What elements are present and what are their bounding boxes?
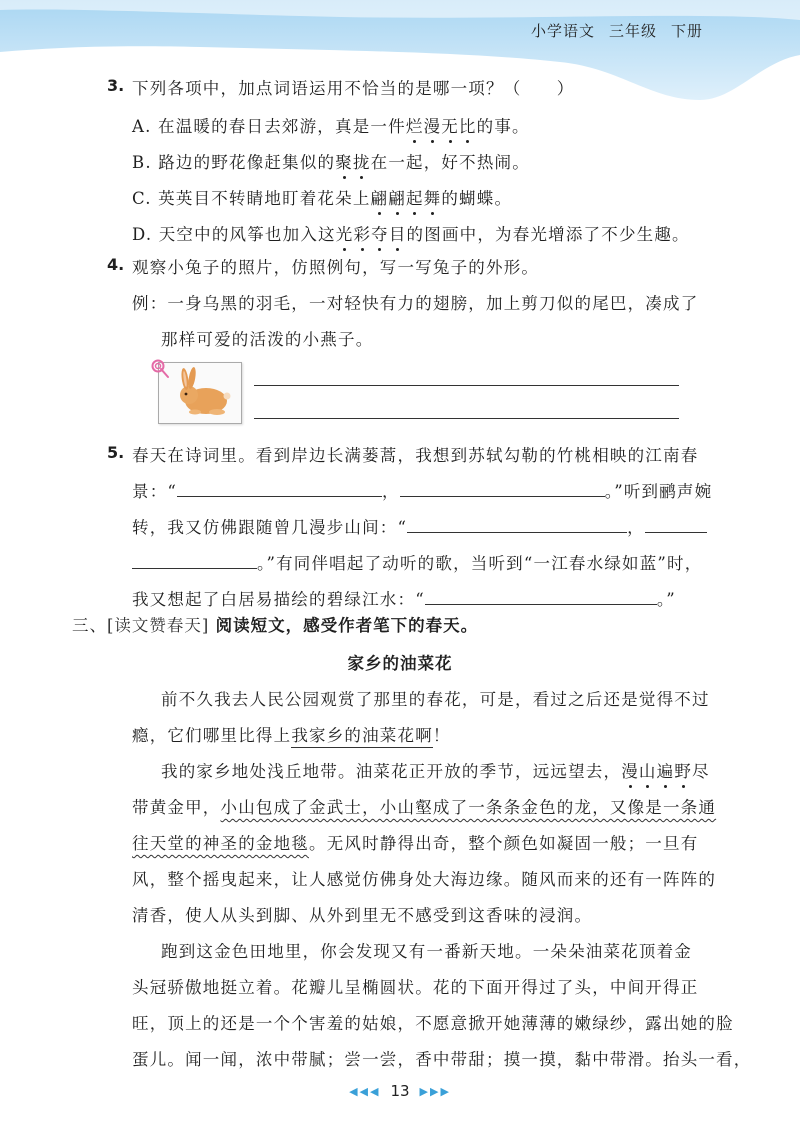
q4-stem: 观察小兔子的照片，仿照例句，写一写兔子的外形。 (132, 258, 540, 277)
dotted-char: 野 (674, 758, 692, 782)
dotted-char: 聚 (335, 149, 353, 173)
fill-blank-1[interactable] (177, 480, 382, 497)
q5-number: 5. (107, 443, 125, 462)
page-footer (0, 1082, 800, 1100)
dotted-char: 起 (406, 185, 424, 209)
story-p3-line-1: 跑到这金色田地里，你会发现又有一番新天地。一朵朵油菜花顶着金 (161, 942, 692, 961)
story-p1-line-2: 瘾，它们哪里比得上我家乡的油菜花啊！ (132, 722, 451, 746)
dotted-char: 拢 (353, 149, 371, 173)
underlined-phrase: 我家乡的油菜花啊 (291, 726, 433, 748)
section-number: 三、 (72, 616, 107, 635)
q5-line-2: 景：“ ， 。”听到鹂声婉 (132, 482, 713, 501)
q5-line-3: 转，我又仿佛跟随曾几漫步山间：“ ， (132, 514, 707, 538)
q5-line-1: 春天在诗词里。看到岸边长满蒌蒿，我想到苏轼勾勒的竹桃相映的江南春 (132, 446, 699, 465)
paperclip-icon (147, 356, 171, 380)
answer-line-2[interactable] (254, 418, 679, 419)
story-title: 家乡的油菜花 (347, 654, 453, 673)
dotted-char: 无 (441, 113, 459, 137)
fill-blank-4[interactable] (645, 516, 707, 533)
dotted-char: 舞 (424, 185, 442, 209)
story-p3-line-2: 头冠骄傲地挺立着。花瓣儿呈椭圆状。花的下面开得过了头，中间开得正 (132, 978, 699, 997)
header-grade: 三年级 (608, 22, 657, 40)
rabbit-icon (159, 363, 241, 423)
fill-blank-3[interactable] (407, 516, 627, 533)
story-p2-line-5: 清香，使人从头到脚、从外到里无不感受到这香味的浸润。 (132, 906, 593, 925)
story-p1-line-1: 前不久我去人民公园观赏了那里的春花，可是，看过之后还是觉得不过 (161, 690, 710, 709)
q3-option-d: D. 天空中的风筝也加入这光彩夺目的图画中，为春光增添了不少生趣。 (132, 221, 690, 245)
next-arrows-icon: ▶▶▶ (419, 1085, 451, 1098)
q3-option-a: A. 在温暖的春日去郊游，真是一件烂漫无比的事。 (132, 113, 530, 137)
dotted-char: 光 (336, 221, 354, 245)
wavy-underlined-text: 小山包成了金武士，小山壑成了一条条金色的龙，又像是一条通 (220, 798, 717, 817)
header-volume: 下册 (670, 22, 703, 40)
dotted-char: 比 (459, 113, 477, 137)
dotted-char: 夺 (371, 221, 389, 245)
header-info (531, 20, 703, 41)
page-number: 13 (390, 1082, 410, 1100)
section-tag: [读文赞春天] (107, 616, 210, 635)
fill-blank-2[interactable] (400, 480, 605, 497)
dotted-char: 目 (389, 221, 407, 245)
story-p2-line-3: 往天堂的神圣的金地毯。无风时静得出奇，整个颜色如凝固一般；一旦有 (132, 834, 699, 853)
story-p2-line-2: 带黄金甲，小山包成了金武士，小山壑成了一条条金色的龙，又像是一条通 (132, 798, 717, 817)
story-p2-line-4: 风，整个摇曳起来，让人感觉仿佛身处大海边缘。随风而来的还有一阵阵的 (132, 870, 717, 889)
q3-stem: 下列各项中，加点词语运用不恰当的是哪一项？（ ） (132, 79, 575, 98)
q4-number: 4. (107, 255, 125, 274)
q3-number: 3. (107, 76, 125, 95)
fill-blank-4-cont[interactable] (132, 552, 257, 569)
dotted-char: 山 (639, 758, 657, 782)
dotted-char: 翩 (388, 185, 406, 209)
dotted-char: 漫 (621, 758, 639, 782)
q3-option-c: C. 英英目不转睛地盯着花朵上翩翩起舞的蝴蝶。 (132, 185, 512, 209)
wavy-underlined-text: 往天堂的神圣的金地毯 (132, 834, 309, 853)
dotted-char: 彩 (353, 221, 371, 245)
dotted-char: 翩 (371, 185, 389, 209)
dotted-char: 烂 (406, 113, 424, 137)
q3-option-b: B. 路边的野花像赶集似的聚拢在一起，好不热闹。 (132, 149, 530, 173)
story-p3-line-4: 蛋儿。闻一闻，浓中带腻；尝一尝，香中带甜；摸一摸，黏中带滑。抬头一看， (132, 1050, 752, 1069)
section-3-heading (72, 612, 478, 636)
q4-example-line-1: 例：一身乌黑的羽毛，一对轻快有力的翅膀，加上剪刀似的尾巴，凑成了 (132, 294, 699, 313)
fill-blank-5[interactable] (425, 588, 657, 605)
q4-example-line-2: 那样可爱的活泼的小燕子。 (161, 330, 374, 349)
dotted-char: 漫 (424, 113, 442, 137)
section-instruction: 阅读短文，感受作者笔下的春天。 (215, 616, 479, 635)
q5-line-4: 。”有同伴唱起了动听的歌，当听到“一江春水绿如蓝”时， (132, 550, 702, 574)
header-subject: 小学语文 (530, 22, 595, 40)
q5-line-5: 我又想起了白居易描绘的碧绿江水：“ 。” (132, 590, 676, 609)
story-p2-line-1: 我的家乡地处浅丘地带。油菜花正开放的季节，远远望去，漫山遍野尽 (161, 758, 710, 782)
dotted-char: 遍 (657, 758, 675, 782)
story-p3-line-3: 旺，顶上的还是一个个害羞的姑娘，不愿意掀开她薄薄的嫩绿纱，露出她的脸 (132, 1014, 734, 1033)
answer-line-1[interactable] (254, 385, 679, 386)
prev-arrows-icon: ◀◀◀ (349, 1085, 381, 1098)
